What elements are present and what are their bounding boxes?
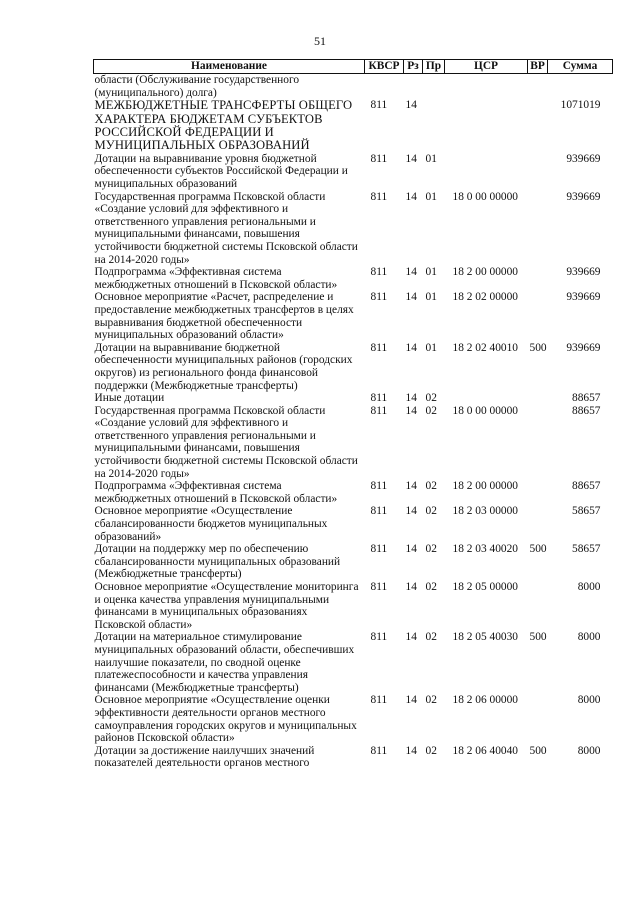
row-rz: 14 — [405, 152, 417, 165]
row-csr: 18 2 02 00000 — [452, 291, 518, 304]
row-vr — [528, 191, 548, 267]
header-pr: Пр — [423, 60, 445, 74]
row-csr — [445, 99, 528, 153]
row-vr — [528, 405, 548, 481]
row-kvsr: 811 — [370, 341, 388, 354]
row-rz: 14 — [405, 404, 417, 417]
row-csr: 18 0 00 00000 — [452, 404, 518, 417]
header-sum: Сумма — [548, 60, 613, 74]
row-pr — [423, 99, 445, 153]
row-kvsr: 811 — [370, 291, 388, 304]
row-csr: 18 2 00 00000 — [452, 480, 518, 493]
row-name: Подпрограмма «Эффективная система межбюджетных отношений в Псковской области» — [94, 266, 338, 291]
row-pr: 01 — [425, 266, 437, 279]
row-csr — [445, 153, 528, 191]
row-sum: 939669 — [566, 152, 601, 165]
row-pr: 01 — [425, 291, 437, 304]
row-vr: 500 — [529, 744, 547, 757]
row-pr: 02 — [425, 392, 437, 405]
header-name: Наименование — [94, 60, 365, 74]
row-csr — [445, 392, 528, 405]
row-name: Основное мероприятие «Осуществление оценки эффективности деятельности органов местного самоуправления городских округов и муниципальных районов Псковской области» — [94, 694, 357, 745]
row-rz: 14 — [405, 694, 417, 707]
row-vr: 500 — [529, 631, 547, 644]
row-rz: 14 — [405, 543, 417, 556]
row-sum: 58657 — [572, 505, 601, 518]
row-rz: 14 — [405, 744, 417, 757]
row-sum: 939669 — [566, 341, 601, 354]
row-pr: 01 — [425, 341, 437, 354]
row-sum: 58657 — [572, 543, 601, 556]
row-rz: 14 — [405, 266, 417, 279]
header-vr: ВР — [528, 60, 548, 74]
row-sum: 939669 — [566, 190, 601, 203]
row-name: Дотации на поддержку мер по обеспечению сбалансированности муниципальных образований (Межбюджетные трансферты) — [94, 543, 341, 581]
row-pr: 01 — [425, 190, 437, 203]
table-row — [94, 99, 613, 153]
table-row — [94, 543, 613, 581]
row-csr: 18 2 02 40010 — [452, 341, 518, 354]
header-kvsr: КВСР — [365, 60, 404, 74]
row-name: области (Обслуживание государственного (муниципального) долга) — [94, 74, 300, 99]
row-sum: 88657 — [572, 480, 601, 493]
row-pr: 02 — [425, 480, 437, 493]
row-vr — [528, 581, 548, 631]
row-kvsr: 811 — [370, 480, 388, 493]
row-name: Государственная программа Псковской области «Создание условий для эффективного и ответственного управления региональными и муниципальными финансами, повышения устойчивости бюджетной системы Псковской области на 2014-2020 годы» — [94, 190, 358, 266]
row-pr: 02 — [425, 404, 437, 417]
row-name: Основное мероприятие «Осуществление мониторинга и оценка качества управления муниципальными финансами в муниципальных образованиях Псковской области» — [94, 581, 359, 631]
row-kvsr: 811 — [370, 404, 388, 417]
row-kvsr: 811 — [370, 190, 388, 203]
row-sum: 8000 — [577, 694, 601, 707]
row-vr: 500 — [529, 341, 547, 354]
table-row — [94, 342, 613, 392]
table-row — [94, 153, 613, 191]
row-kvsr: 811 — [370, 694, 388, 707]
row-sum: 1071019 — [560, 99, 601, 112]
table-row — [94, 405, 613, 481]
row-pr: 02 — [425, 694, 437, 707]
row-name: Дотации на выравнивание уровня бюджетной обеспеченности субъектов Российской Федерации и муниципальных образований — [94, 152, 348, 190]
row-name: Дотации за достижение наилучших значений показателей деятельности органов местного — [94, 744, 315, 770]
row-rz: 14 — [405, 480, 417, 493]
page-number: 51 — [314, 34, 326, 48]
table-row — [94, 291, 613, 341]
row-vr — [528, 291, 548, 341]
row-name: Государственная программа Псковской области «Создание условий для эффективного и ответственного управления региональными и муниципальными финансами, повышения устойчивости бюджетной системы Псковской области на 2014-2020 годы» — [94, 404, 358, 480]
row-pr: 02 — [425, 581, 437, 593]
row-vr — [528, 694, 548, 744]
row-kvsr: 811 — [370, 152, 388, 165]
row-rz: 14 — [405, 291, 417, 304]
row-sum: 939669 — [566, 266, 601, 279]
row-rz: 14 — [405, 190, 417, 203]
row-csr: 18 2 03 40020 — [452, 543, 518, 556]
row-sum: 8000 — [577, 744, 601, 757]
row-vr — [528, 505, 548, 543]
row-kvsr: 811 — [370, 631, 388, 644]
row-kvsr: 811 — [370, 744, 388, 757]
row-name: Иные дотации — [94, 392, 165, 405]
row-sum: 8000 — [577, 631, 601, 644]
row-rz: 14 — [405, 341, 417, 354]
table-row — [94, 581, 613, 631]
row-rz: 14 — [405, 392, 417, 405]
table-row — [94, 505, 613, 543]
table-row — [94, 631, 613, 694]
row-kvsr — [365, 74, 404, 100]
row-csr: 18 2 05 00000 — [452, 581, 518, 593]
row-pr: 02 — [425, 543, 437, 556]
row-name: Дотации на выравнивание бюджетной обеспеченности муниципальных районов (городских округов) из регионального фонда финансовой поддержки (Межбюджетные трансферты) — [94, 341, 353, 392]
row-pr: 02 — [425, 631, 437, 644]
row-name: МЕЖБЮДЖЕТНЫЕ ТРАНСФЕРТЫ ОБЩЕГО ХАРАКТЕРА БЮДЖЕТАМ СУБЪЕКТОВ РОССИЙСКОЙ ФЕДЕРАЦИИ И МУНИЦИПАЛЬНЫХ ОБРАЗОВАНИЙ — [94, 98, 353, 153]
table-row — [94, 392, 613, 405]
row-rz: 14 — [405, 99, 417, 112]
row-kvsr: 811 — [370, 581, 388, 593]
row-vr — [528, 266, 548, 291]
table-row — [94, 74, 613, 100]
row-vr — [528, 480, 548, 505]
row-rz: 14 — [405, 581, 417, 593]
table-row — [94, 745, 613, 770]
row-csr: 18 2 00 00000 — [452, 266, 518, 279]
row-vr — [528, 153, 548, 191]
table-row — [94, 480, 613, 505]
table-row — [94, 266, 613, 291]
row-rz — [404, 74, 423, 100]
row-kvsr: 811 — [370, 99, 388, 112]
row-rz: 14 — [405, 505, 417, 518]
row-sum: 88657 — [572, 392, 601, 405]
row-vr — [528, 99, 548, 153]
row-pr: 02 — [425, 505, 437, 518]
row-csr: 18 2 06 40040 — [452, 744, 518, 757]
row-kvsr: 811 — [370, 392, 388, 405]
row-name: Основное мероприятие «Расчет, распределение и предоставление межбюджетных трансфертов в целях выравнивания бюджетной обеспеченности муниципальных образований области» — [94, 291, 354, 342]
row-csr: 18 2 05 40030 — [452, 631, 518, 644]
row-pr: 01 — [425, 152, 437, 165]
budget-table — [93, 59, 613, 770]
row-sum: 8000 — [577, 581, 601, 593]
row-csr: 18 2 03 00000 — [452, 505, 518, 518]
row-csr: 18 2 06 00000 — [452, 694, 518, 707]
row-name: Подпрограмма «Эффективная система межбюджетных отношений в Псковской области» — [94, 480, 338, 505]
row-sum — [548, 74, 613, 100]
row-csr: 18 0 00 00000 — [452, 190, 518, 203]
row-kvsr: 811 — [370, 266, 388, 279]
row-vr — [528, 74, 548, 100]
row-kvsr: 811 — [370, 543, 388, 556]
row-rz: 14 — [405, 631, 417, 644]
table-row — [94, 694, 613, 744]
header-rz: Рз — [404, 60, 423, 74]
header-csr: ЦСР — [445, 60, 528, 74]
row-kvsr: 811 — [370, 505, 388, 518]
row-name: Основное мероприятие «Осуществление сбалансированности бюджетов муниципальных образований» — [94, 505, 328, 543]
row-name: Дотации на материальное стимулирование муниципальных образований области, обеспечивших наилучшие показатели, по сводной оценке платежеспособности и качества управления финансами (Межбюджетные трансферты) — [94, 631, 355, 694]
row-csr — [445, 74, 528, 100]
row-sum: 88657 — [572, 404, 601, 417]
row-pr: 02 — [425, 744, 437, 757]
row-sum: 939669 — [566, 291, 601, 304]
table-row — [94, 191, 613, 267]
row-vr: 500 — [529, 543, 547, 556]
row-vr — [528, 392, 548, 405]
row-pr — [423, 74, 445, 100]
table-header-row — [94, 60, 613, 74]
